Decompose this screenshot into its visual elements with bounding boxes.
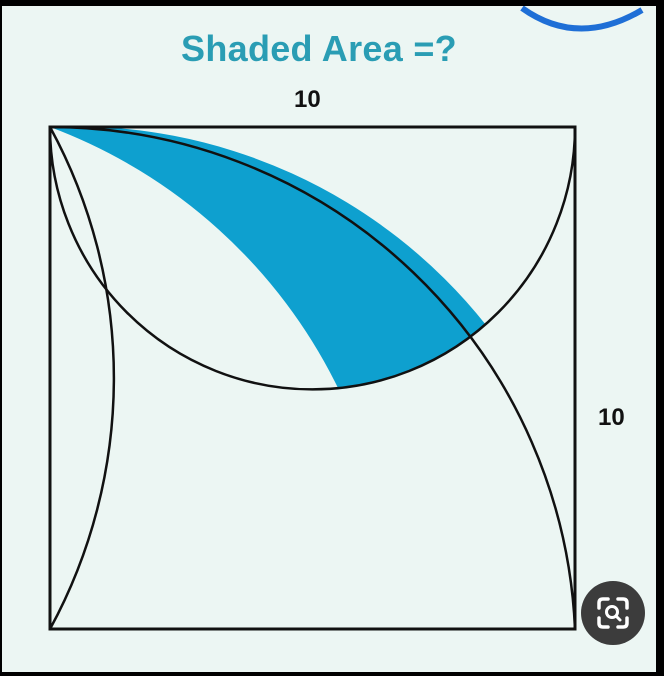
image-frame — [2, 6, 656, 672]
geometry-figure — [2, 6, 656, 672]
top-side-label: 10 — [294, 86, 321, 113]
inner-arc — [50, 127, 114, 629]
right-side-label: 10 — [598, 404, 625, 431]
accent-circle-arc — [522, 8, 642, 29]
lens-search-button[interactable] — [581, 581, 645, 645]
google-lens-icon — [594, 594, 632, 632]
page-title: Shaded Area =? — [181, 28, 457, 69]
shaded-region — [50, 126, 486, 388]
